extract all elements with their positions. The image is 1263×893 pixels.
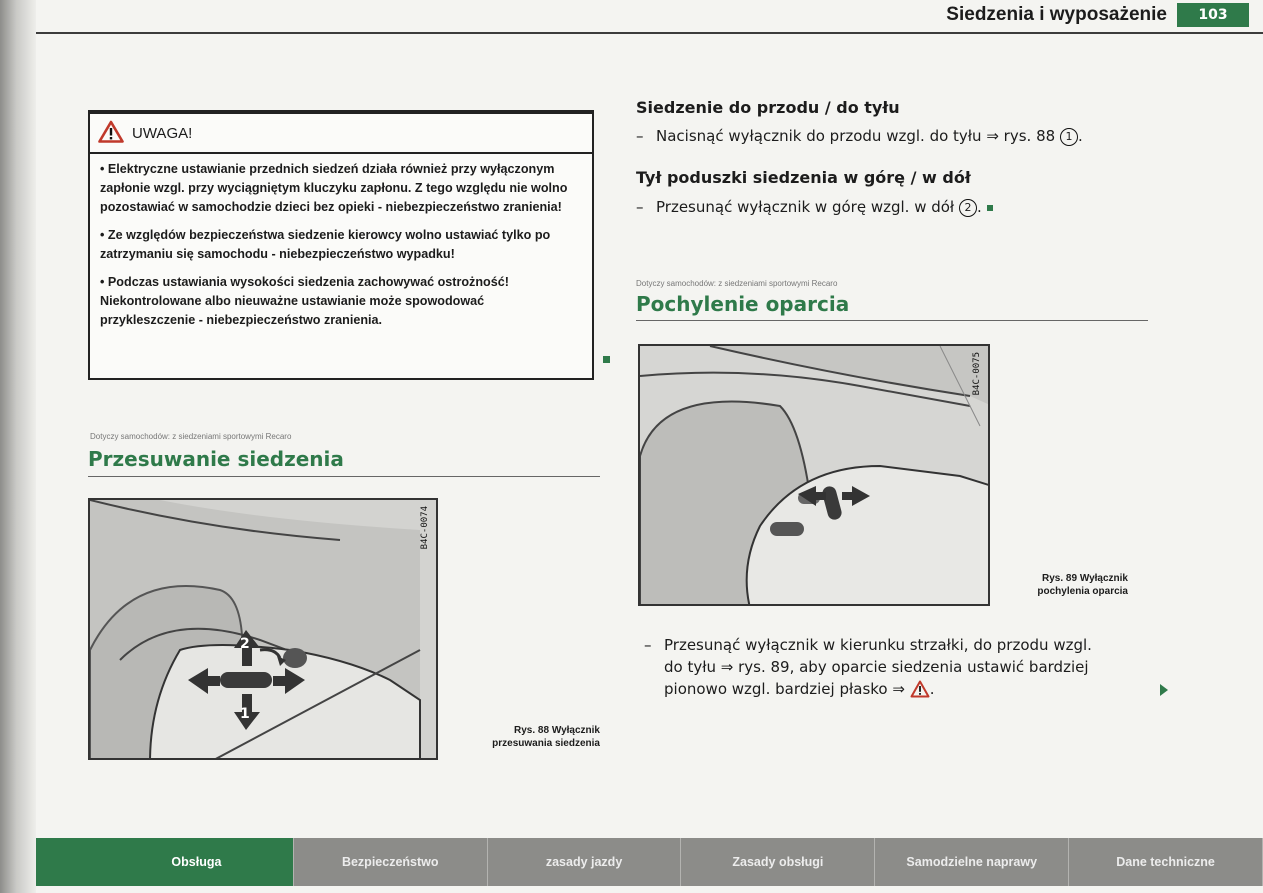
section-title: Przesuwanie siedzenia bbox=[88, 447, 344, 471]
instruction-step: – Przesunąć wyłącznik w górę wzgl. w dół 2 . bbox=[636, 196, 1176, 218]
callout-ref: 1 bbox=[1060, 128, 1078, 146]
step-dash: – bbox=[636, 198, 644, 216]
page-header bbox=[0, 0, 1263, 30]
figure-code: B4C-0074 bbox=[420, 506, 430, 550]
section-title: Pochylenie oparcia bbox=[636, 292, 850, 316]
tab-samodzielne-naprawy[interactable]: Samodzielne naprawy bbox=[875, 838, 1069, 886]
tabs-left-cap bbox=[36, 838, 100, 886]
figure-backrest-switch bbox=[638, 344, 990, 606]
step-text-line: pionowo wzgl. bardziej płasko ⇒ bbox=[664, 680, 905, 698]
warning-title: UWAGA! bbox=[132, 124, 193, 142]
step-dash: – bbox=[644, 636, 652, 654]
seat-switch-illustration bbox=[90, 500, 438, 760]
callout-ref: 2 bbox=[959, 199, 977, 217]
backrest-switch-illustration bbox=[640, 346, 990, 606]
page-binding-shadow bbox=[0, 0, 36, 893]
figure-caption bbox=[958, 572, 1128, 598]
header-title: Siedzenia i wyposażenie bbox=[946, 4, 1167, 25]
warning-ref-icon bbox=[910, 680, 930, 704]
arrow-label: 2 bbox=[240, 636, 250, 652]
step-dash: – bbox=[636, 127, 644, 145]
arrow-label: 1 bbox=[240, 706, 250, 722]
warning-body bbox=[90, 154, 592, 330]
section-rule bbox=[636, 320, 1148, 321]
figure-code: B4C-0075 bbox=[972, 352, 982, 396]
warning-item: • Elektryczne ustawianie przednich siedzeń działa również przy wyłączonym zapłonie wzgl. przy wyciągniętym kluczyku zapłonu. Z tego względu nie wolno pozostawiać w samochodzie dzieci bez opieki - niebezpieczeństwo zranienia! bbox=[100, 162, 568, 214]
subsection-title: Tył poduszki siedzenia w górę / w dół bbox=[636, 168, 971, 187]
instruction-step: – Przesunąć wyłącznik w kierunku strzałki, do przodu wzgl. do tyłu ⇒ rys. 89, aby oparcie siedzenia ustawić bardziej pionowo wzgl. bardziej płasko ⇒ . bbox=[644, 634, 1164, 704]
tab-dane-techniczne[interactable]: Dane techniczne bbox=[1069, 838, 1263, 886]
applicability-note: Dotyczy samochodów: z siedzeniami sportowymi Recaro bbox=[636, 279, 838, 288]
step-text: Przesunąć wyłącznik w górę wzgl. w dół bbox=[656, 198, 955, 216]
step-text: Nacisnąć wyłącznik do przodu wzgl. do tyłu ⇒ rys. 88 bbox=[656, 127, 1056, 145]
header-rule bbox=[36, 32, 1263, 34]
caption-line: przesuwania siedzenia bbox=[492, 738, 600, 749]
subsection-title: Siedzenie do przodu / do tyłu bbox=[636, 98, 900, 117]
warning-header bbox=[90, 114, 592, 154]
section-rule bbox=[88, 476, 600, 477]
instruction-step: – Nacisnąć wyłącznik do przodu wzgl. do tyłu ⇒ rys. 88 1 . bbox=[636, 127, 1083, 145]
section-end-marker bbox=[603, 356, 610, 363]
caption-line: Rys. 89 Wyłącznik bbox=[1042, 573, 1128, 584]
step-text-line: do tyłu ⇒ rys. 89, aby oparcie siedzenia ustawić bardziej bbox=[664, 658, 1089, 676]
figure-caption bbox=[430, 724, 600, 750]
step-text-line: Przesunąć wyłącznik w kierunku strzałki, do przodu wzgl. bbox=[664, 636, 1092, 654]
figure-seat-switch bbox=[88, 498, 438, 760]
warning-box bbox=[88, 110, 594, 380]
applicability-note: Dotyczy samochodów: z siedzeniami sportowymi Recaro bbox=[90, 432, 292, 441]
section-tabs bbox=[100, 838, 1263, 886]
tab-zasady-obslugi[interactable]: Zasady obsługi bbox=[681, 838, 875, 886]
section-end-marker bbox=[987, 205, 993, 211]
warning-item: • Podczas ustawiania wysokości siedzenia zachowywać ostrożność! Niekontrolowane albo nieuważne ustawianie może spowodować przykleszczenie - niebezpieczeństwo zranienia. bbox=[100, 275, 509, 327]
tab-zasady-jazdy[interactable]: zasady jazdy bbox=[488, 838, 682, 886]
page-number: 103 bbox=[1177, 3, 1249, 27]
continued-arrow-icon bbox=[1160, 684, 1168, 696]
tab-obsluga[interactable]: Obsługa bbox=[100, 838, 294, 886]
warning-item: • Ze względów bezpieczeństwa siedzenie kierowcy wolno ustawiać tylko po zatrzymaniu się samochodu - niebezpieczeństwo wypadku! bbox=[100, 228, 551, 261]
tab-bezpieczenstwo[interactable]: Bezpieczeństwo bbox=[294, 838, 488, 886]
warning-triangle-icon bbox=[98, 120, 124, 147]
caption-line: pochylenia oparcia bbox=[1037, 586, 1128, 597]
caption-line: Rys. 88 Wyłącznik bbox=[514, 725, 600, 736]
